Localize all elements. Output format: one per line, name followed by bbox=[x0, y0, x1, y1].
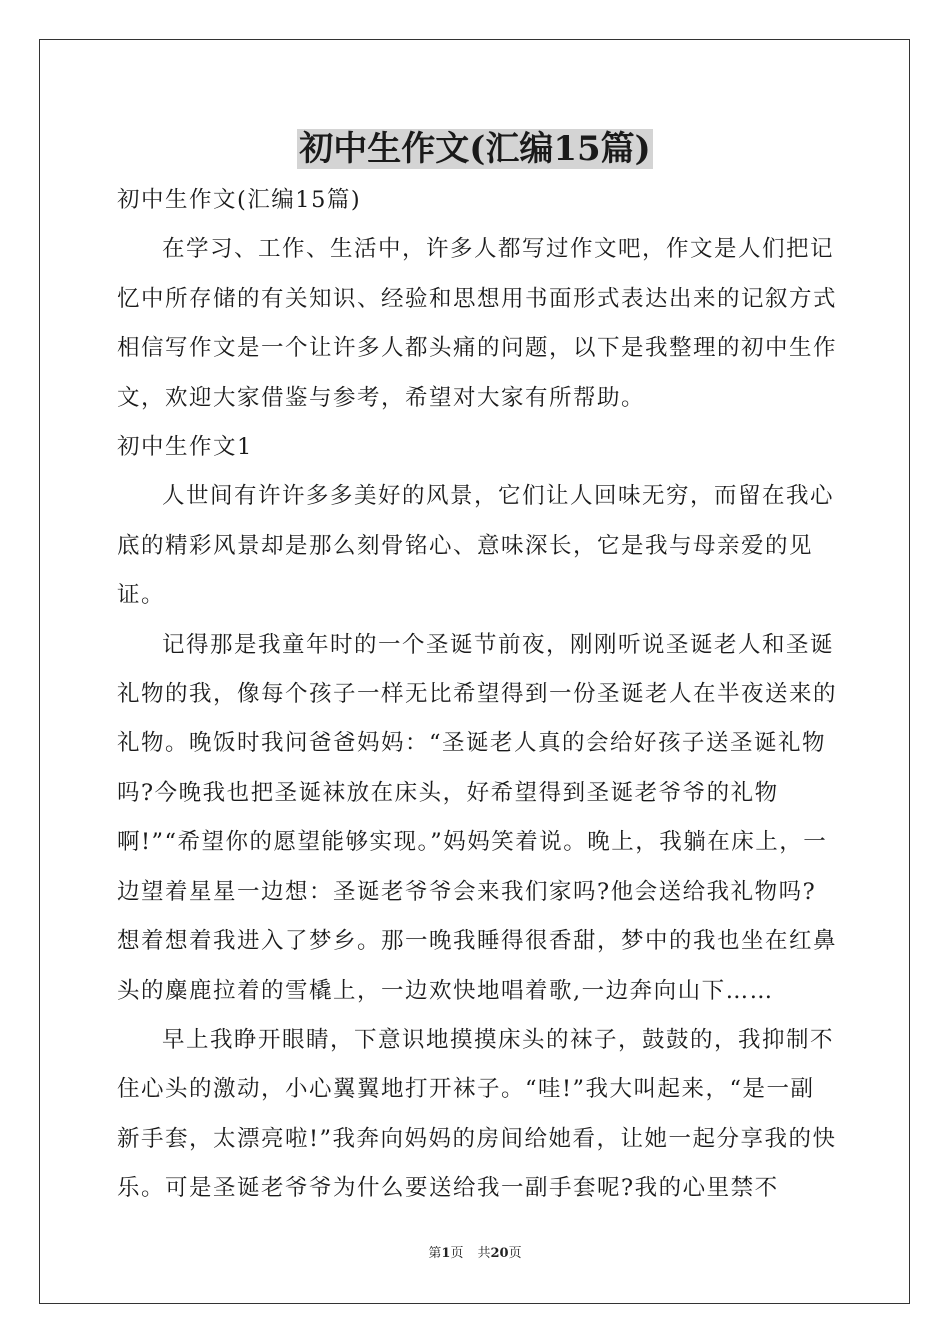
total-suffix: 页 bbox=[508, 1246, 522, 1261]
total-prefix: 共 bbox=[477, 1246, 491, 1261]
essay-1-paragraph-2: 记得那是我童年时的一个圣诞节前夜，刚刚听说圣诞老人和圣诞礼物的我，像每个孩子一样无比希望得到一份圣诞老人在半夜送来的礼物。晚饭时我问爸爸妈妈：“圣诞老人真的会给好孩子送圣诞礼物吗?今晚我也把圣诞袜放在床头，好希望得到圣诞老爷爷的礼物啊!”“希望你的愿望能够实现。”妈妈笑着说。晚上，我躺在床上，一边望着星星一边想：圣诞老爷爷会来我们家吗?他会送给我礼物吗?想着想着我进入了梦乡。那一晚我睡得很香甜，梦中的我也坐在红鼻头的麋鹿拉着的雪橇上，一边欢快地唱着歌,一边奔向山下…… bbox=[117, 631, 838, 1004]
essay-1-paragraph-1: 人世间有许许多多美好的风景，它们让人回味无穷，而留在我心底的精彩风景却是那么刻骨铭心、意味深长，它是我与母亲爱的见证。 bbox=[117, 483, 835, 609]
intro-heading: 初中生作文(汇编15篇) bbox=[117, 187, 362, 213]
document-title-text: 初中生作文(汇编15篇) bbox=[299, 129, 651, 169]
intro-paragraph: 在学习、工作、生活中，许多人都写过作文吧，作文是人们把记忆中所存储的有关知识、经验和思想用书面形式表达出来的记叙方式相信写作文是一个让许多人都头痛的问题，以下是我整理的初中生作文，欢迎大家借鉴与参考，希望对大家有所帮助。 bbox=[117, 236, 838, 411]
page-suffix: 页 bbox=[450, 1246, 464, 1261]
page-number: 1 bbox=[441, 1246, 451, 1261]
document-title bbox=[0, 126, 950, 172]
page-prefix: 第 bbox=[428, 1246, 442, 1261]
page-footer bbox=[0, 1245, 950, 1263]
essay-1-paragraph-3: 早上我睁开眼睛，下意识地摸摸床头的袜子，鼓鼓的，我抑制不住心头的激动，小心翼翼地打开袜子。“哇!”我大叫起来，“是一副新手套，太漂亮啦!”我奔向妈妈的房间给她看，让她一起分享我的快乐。可是圣诞老爷爷为什么要送给我一副手套呢?我的心里禁不 bbox=[117, 1026, 837, 1202]
total-pages: 20 bbox=[490, 1246, 509, 1261]
document-body bbox=[117, 176, 837, 1214]
essay-1-heading: 初中生作文1 bbox=[117, 434, 253, 461]
